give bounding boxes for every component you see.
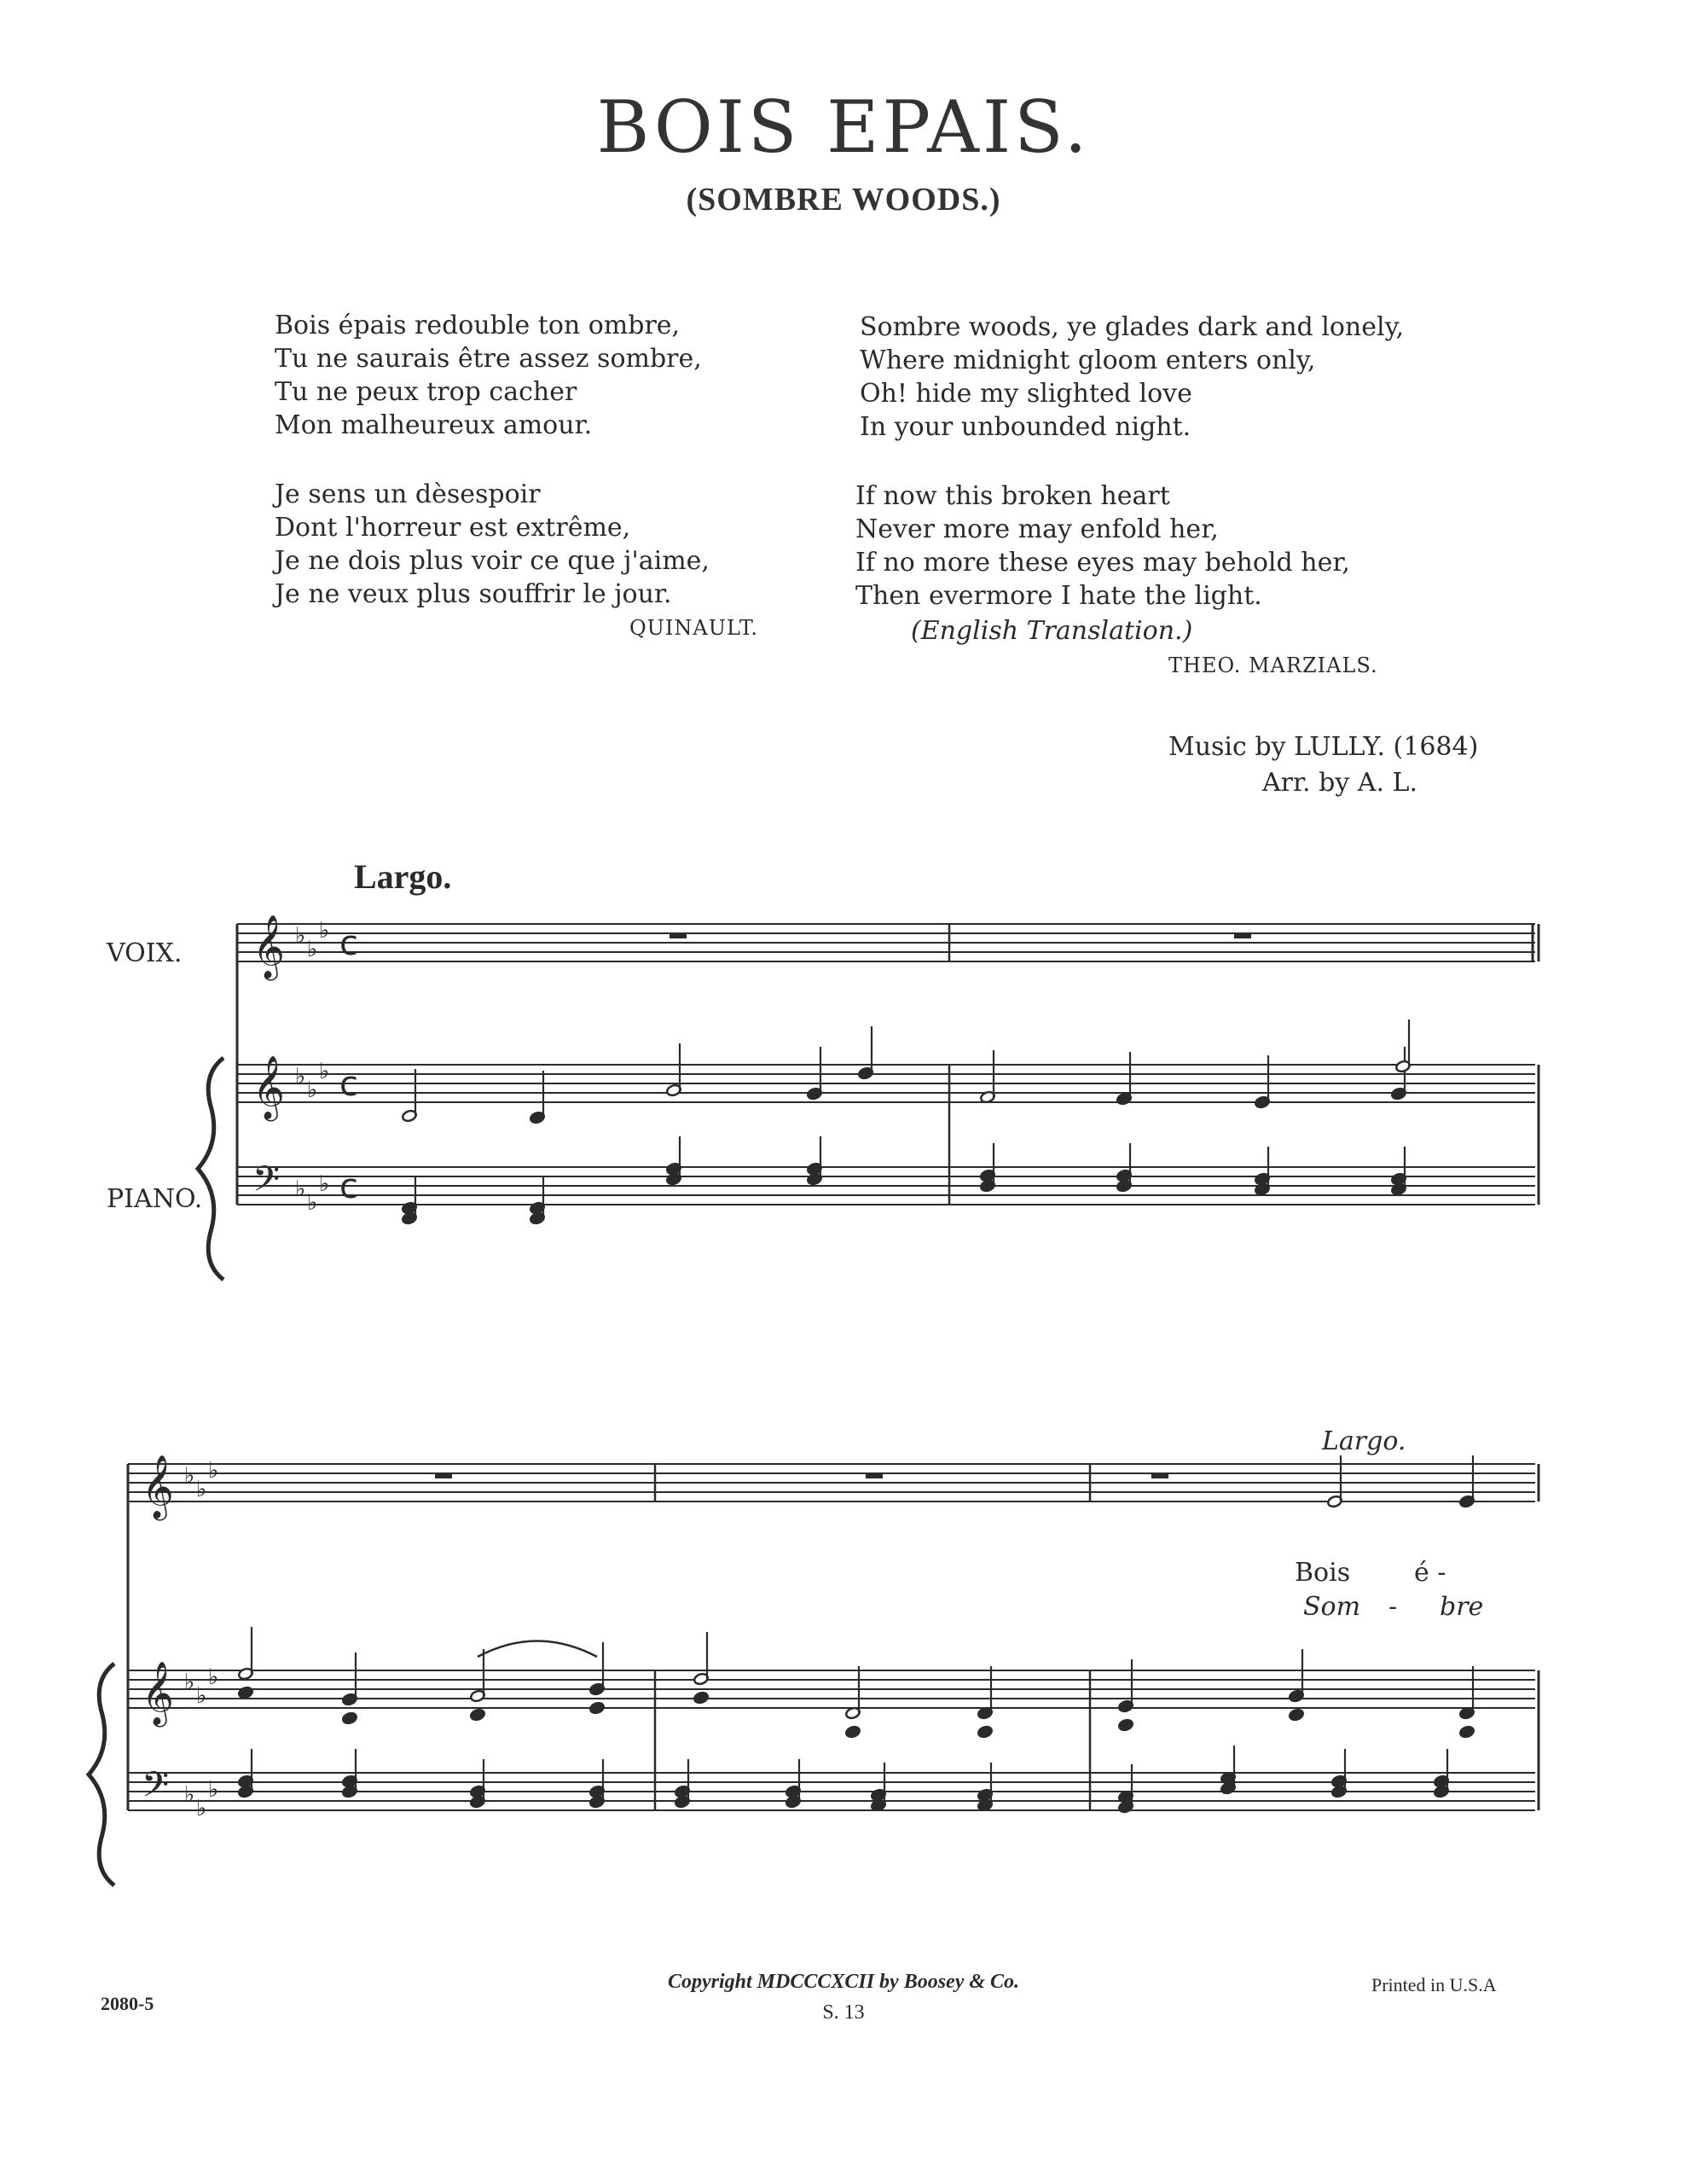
- flat-sign: ♭: [184, 1463, 195, 1489]
- lyric-line: If no more these eyes may behold her,: [855, 548, 1350, 578]
- flat-sign: ♭: [307, 1077, 318, 1103]
- flat-sign: ♭: [319, 1171, 330, 1197]
- lyric-line: Sombre woods, ye glades dark and lonely,: [860, 312, 1405, 342]
- lyric-syllable: é -: [1414, 1558, 1446, 1588]
- flat-sign: ♭: [196, 1683, 207, 1709]
- whole-rest: [435, 1473, 452, 1478]
- arranger-credit: Arr. by A. L.: [1262, 768, 1418, 798]
- page-title: BOIS EPAIS.: [596, 85, 1091, 169]
- treble-clef: 𝄞: [142, 1455, 174, 1519]
- flat-sign: ♭: [319, 1059, 330, 1084]
- notehead: [589, 1701, 606, 1715]
- lyric-line: In your unbounded night.: [860, 412, 1191, 442]
- whole-rest: [1234, 933, 1251, 938]
- treble-clef: 𝄞: [142, 1662, 174, 1725]
- lyric-syllable: bre: [1440, 1592, 1484, 1622]
- piano-brace: [89, 1664, 114, 1885]
- common-time: c: [339, 1065, 358, 1104]
- flat-sign: ♭: [307, 937, 318, 962]
- flat-sign: ♭: [196, 1477, 207, 1502]
- flat-sign: ♭: [208, 1777, 219, 1803]
- lyric-line: Tu ne saurais être assez sombre,: [275, 344, 702, 374]
- page-subtitle: (SOMBRE WOODS.): [686, 182, 1001, 218]
- flat-sign: ♭: [307, 1190, 318, 1216]
- lyric-syllable: Bois: [1295, 1558, 1351, 1588]
- lyric-line: Tu ne peux trop cacher: [275, 377, 577, 407]
- translator-credit: THEO. MARZIALS.: [1168, 653, 1378, 677]
- plate-number: 2080-5: [101, 1993, 154, 2014]
- lyric-line: Bois épais redouble ton ombre,: [275, 311, 681, 340]
- lyricist-credit: QUINAULT.: [629, 616, 759, 640]
- lyric-line: Je ne veux plus souffrir le jour.: [275, 579, 672, 609]
- flat-sign: ♭: [295, 1064, 306, 1089]
- flat-sign: ♭: [184, 1782, 195, 1808]
- piano-brace: [198, 1058, 223, 1280]
- voice-tempo-marking: Largo.: [1322, 1426, 1406, 1456]
- lyric-line: Je sens un dèsespoir: [275, 479, 541, 509]
- copyright-notice: Copyright MDCCCXCII by Boosey & Co.: [667, 1971, 1020, 1993]
- notehead: [238, 1686, 254, 1699]
- notehead: [977, 1725, 994, 1739]
- flat-sign: ♭: [184, 1670, 195, 1695]
- treble-clef: 𝄞: [252, 915, 285, 979]
- notehead: [845, 1725, 861, 1739]
- tie: [478, 1641, 597, 1658]
- flat-sign: ♭: [196, 1796, 207, 1821]
- whole-rest: [1151, 1473, 1168, 1478]
- flat-sign: ♭: [319, 918, 330, 944]
- translation-note: (English Translation.): [911, 616, 1193, 646]
- treble-clef: 𝄞: [252, 1056, 285, 1119]
- lyric-line: Mon malheureux amour.: [275, 410, 593, 440]
- whole-rest: [866, 1473, 883, 1478]
- voice-label: VOIX.: [107, 938, 183, 968]
- whole-rest: [670, 933, 687, 938]
- lyric-line: Oh! hide my slighted love: [860, 379, 1192, 409]
- lyric-line: Je ne dois plus voir ce que j'aime,: [275, 546, 710, 576]
- lyric-line: If now this broken heart: [855, 481, 1170, 511]
- common-time: c: [339, 1167, 358, 1206]
- notehead: [1118, 1718, 1134, 1732]
- lyric-syllable: Som: [1303, 1592, 1361, 1622]
- tempo-marking: Largo.: [354, 857, 452, 896]
- composer-credit: Music by LULLY. (1684): [1168, 732, 1479, 762]
- lyric-line: Then evermore I hate the light.: [855, 581, 1262, 611]
- page-number: S. 13: [822, 2001, 865, 2024]
- flat-sign: ♭: [208, 1458, 219, 1484]
- lyric-line: Where midnight gloom enters only,: [860, 346, 1316, 375]
- flat-sign: ♭: [295, 1176, 306, 1202]
- notehead: [470, 1708, 486, 1722]
- printed-notice: Printed in U.S.A: [1371, 1974, 1497, 1995]
- common-time: c: [339, 924, 358, 963]
- lyric-syllable: -: [1388, 1592, 1398, 1622]
- flat-sign: ♭: [295, 923, 306, 949]
- notehead: [693, 1691, 710, 1705]
- notehead: [1289, 1708, 1305, 1722]
- bass-clef: 𝄢: [252, 1159, 281, 1208]
- piano-label: PIANO.: [107, 1184, 203, 1214]
- bass-clef: 𝄢: [142, 1764, 170, 1814]
- lyric-line: Dont l'horreur est extrême,: [275, 513, 631, 543]
- notehead: [1459, 1725, 1475, 1739]
- notehead: [342, 1711, 358, 1725]
- lyric-line: Never more may enfold her,: [855, 514, 1219, 544]
- flat-sign: ♭: [208, 1664, 219, 1690]
